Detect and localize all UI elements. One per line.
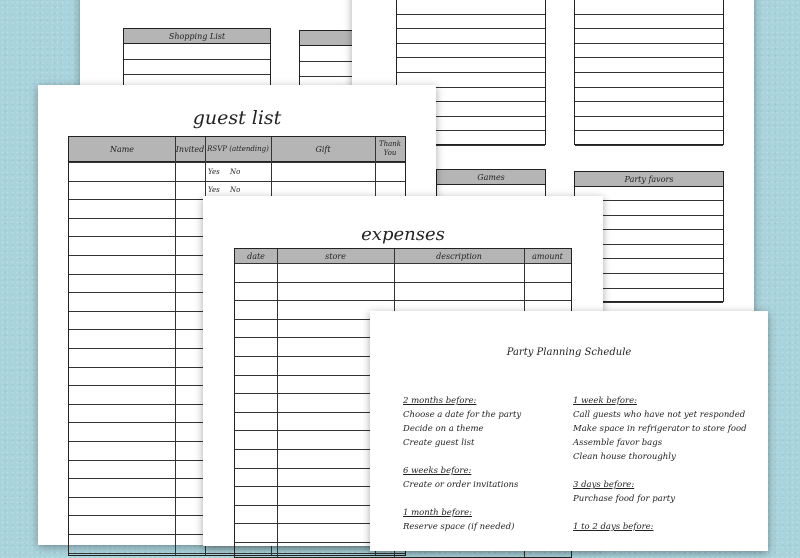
table-row-line	[69, 162, 405, 163]
item: Create or order invitations	[403, 480, 519, 490]
table-row-line	[397, 28, 545, 29]
item: Reserve space (if needed)	[403, 522, 515, 532]
heading-1-week: 1 week before:	[573, 396, 637, 406]
table-row-line	[397, 14, 545, 15]
item: Clean house thoroughly	[573, 452, 676, 462]
col-store: store	[277, 249, 394, 263]
rsvp-yes-2: Yes	[208, 186, 220, 194]
item: Create guest list	[403, 438, 475, 448]
item: Decide on a theme	[403, 424, 484, 434]
item: Choose a date for the party	[403, 410, 522, 420]
table-row-line	[575, 43, 723, 44]
table-row-line	[575, 14, 723, 15]
schedule-title: Party Planning Schedule	[506, 347, 632, 358]
table-row-line	[575, 130, 723, 131]
table-row-line	[69, 181, 405, 182]
expenses-title: expenses	[361, 224, 445, 245]
table-row-line	[397, 72, 545, 73]
table-row-line	[575, 57, 723, 58]
guest-list-title: guest list	[192, 107, 282, 129]
schedule-right-column	[573, 394, 747, 534]
item: Call guests who have not yet responded	[573, 410, 746, 420]
games-header: Games	[436, 169, 546, 185]
rsvp-no-1: No	[230, 168, 241, 176]
table-row-line	[397, 43, 545, 44]
table-row-line	[397, 57, 545, 58]
top-right-list	[574, 0, 724, 145]
item: Purchase food for party	[573, 494, 675, 504]
heading-6-weeks: 6 weeks before:	[403, 466, 472, 476]
col-rsvp: RSVP (attending)	[205, 137, 271, 161]
table-row-line	[575, 145, 723, 146]
table-row-line	[575, 101, 723, 102]
heading-2-months: 2 months before:	[403, 396, 477, 406]
table-row-line	[235, 282, 571, 283]
schedule-page	[370, 311, 768, 551]
heading-1-2-days: 1 to 2 days before:	[573, 522, 654, 532]
item: Make space in refrigerator to store food	[573, 424, 747, 434]
table-row-line	[575, 116, 723, 117]
col-date: date	[235, 249, 277, 263]
table-row-line	[575, 28, 723, 29]
party-favors-header: Party favors	[574, 171, 724, 187]
col-gift: Gift	[271, 137, 375, 161]
shopping-list-header: Shopping List	[123, 28, 271, 44]
heading-1-month: 1 month before:	[403, 508, 473, 518]
table-row-line	[575, 72, 723, 73]
schedule-left-column	[403, 394, 521, 534]
item: Assemble favor bags	[573, 438, 663, 448]
heading-3-days: 3 days before:	[573, 480, 635, 490]
col-amount: amount	[524, 249, 571, 263]
col-description: description	[394, 249, 524, 263]
rsvp-yes-1: Yes	[208, 168, 220, 176]
col-name: Name	[69, 137, 175, 161]
col-invited: Invited	[175, 137, 205, 161]
table-row-line	[235, 263, 571, 264]
table-row-line	[575, 87, 723, 88]
table-row-line	[235, 300, 571, 301]
col-thank-you: Thank You	[375, 137, 405, 161]
rsvp-no-2: No	[230, 186, 241, 194]
